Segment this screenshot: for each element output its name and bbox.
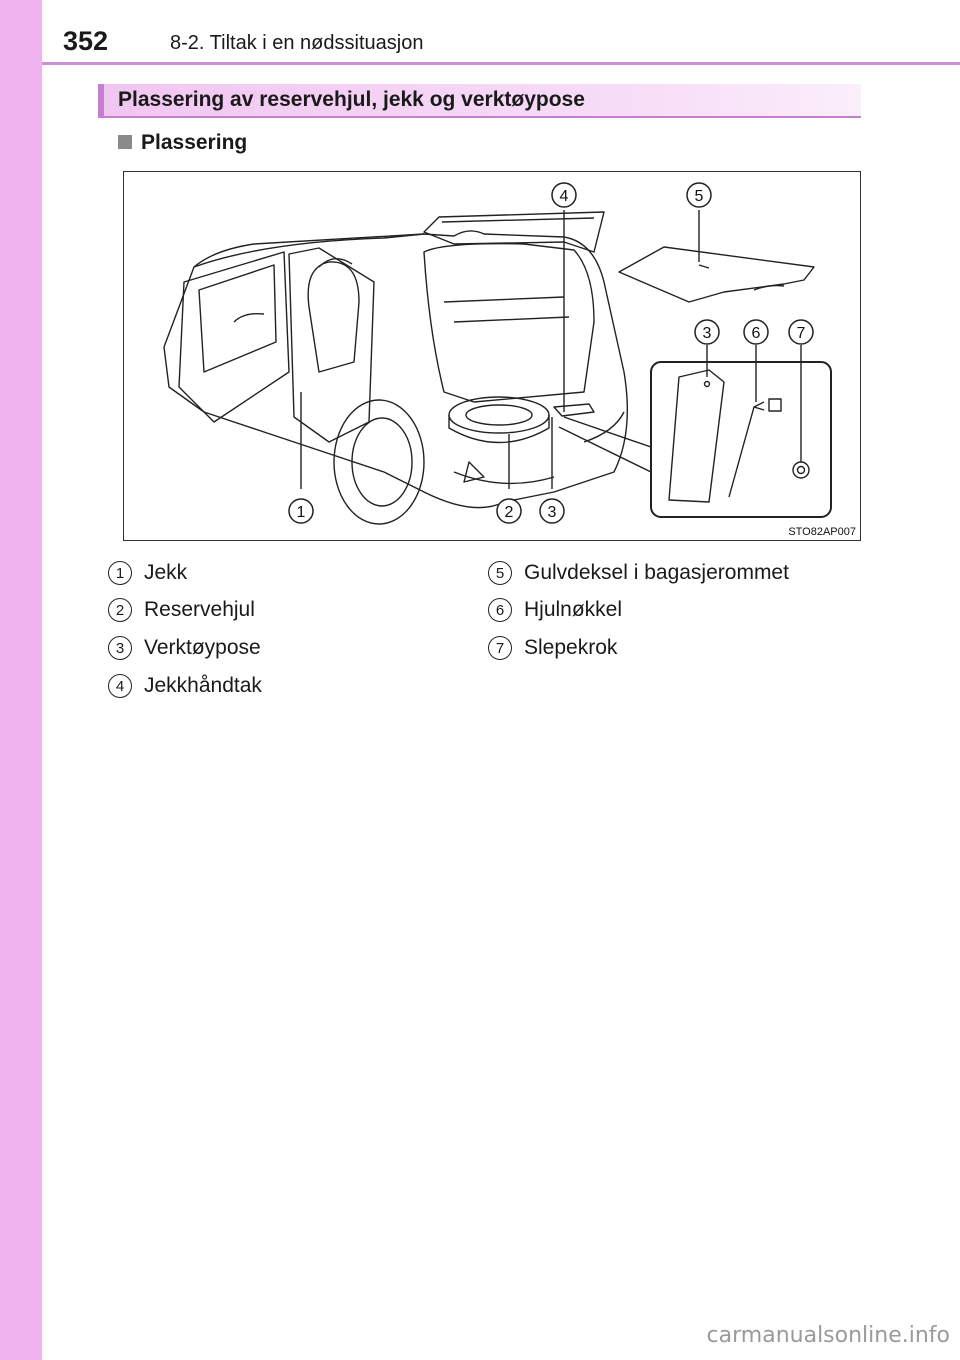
page-number: 352 [63,26,109,56]
legend-label: Verktøypose [144,636,261,659]
legend-number: 1 [108,561,132,585]
callout-5: 5 [694,188,704,205]
car-illustration [124,172,862,542]
section-title: Plassering av reservehjul, jekk og verktøypose [118,88,585,111]
callout-4: 4 [559,188,569,205]
spare-tire [449,397,549,433]
legend-label: Jekkhåndtak [144,674,262,697]
callout-6: 6 [751,325,761,342]
tool-bag [669,370,724,502]
legend-number: 7 [488,636,512,660]
callout-2: 2 [504,504,514,521]
floor-cover [619,247,814,302]
legend-number: 2 [108,598,132,622]
car-body-outline [164,231,627,508]
callout-7: 7 [796,325,806,342]
legend-number: 6 [488,598,512,622]
watermark: carmanualsonline.info [706,1323,950,1348]
subheading [118,131,247,155]
location-illustration [123,171,861,541]
section-path: 8-2. Tiltak i en nødssituasjon [170,32,424,54]
figure-code: STO82AP007 [788,526,856,538]
legend-item [488,558,789,588]
front-seat [308,262,359,372]
legend-number: 4 [108,674,132,698]
legend-label: Slepekrok [524,636,618,659]
legend-item [488,633,617,663]
legend-item [488,595,622,625]
side-tab-strip [0,0,42,1360]
callout-3: 3 [547,504,557,521]
legend-item [108,671,262,701]
cargo-opening [424,244,594,402]
legend-label: Gulvdeksel i bagasjerommet [524,561,789,584]
legend-label: Hjulnøkkel [524,598,623,621]
legend-label: Jekk [144,561,188,584]
legend-number: 5 [488,561,512,585]
legend-item [108,595,255,625]
wheel-wrench [729,402,764,497]
section-title-band [98,84,861,118]
callout-1: 1 [296,504,306,521]
square-bullet-icon [118,135,132,149]
front-door [179,252,289,422]
legend-number: 3 [108,636,132,660]
callout-3b: 3 [702,325,712,342]
subheading-text: Plassering [141,131,248,154]
legend-label: Reservehjul [144,598,255,621]
rear-door [289,248,374,442]
legend-item [108,633,261,663]
header-divider [42,62,960,65]
jack-shape [554,404,594,416]
legend-item [108,558,187,588]
